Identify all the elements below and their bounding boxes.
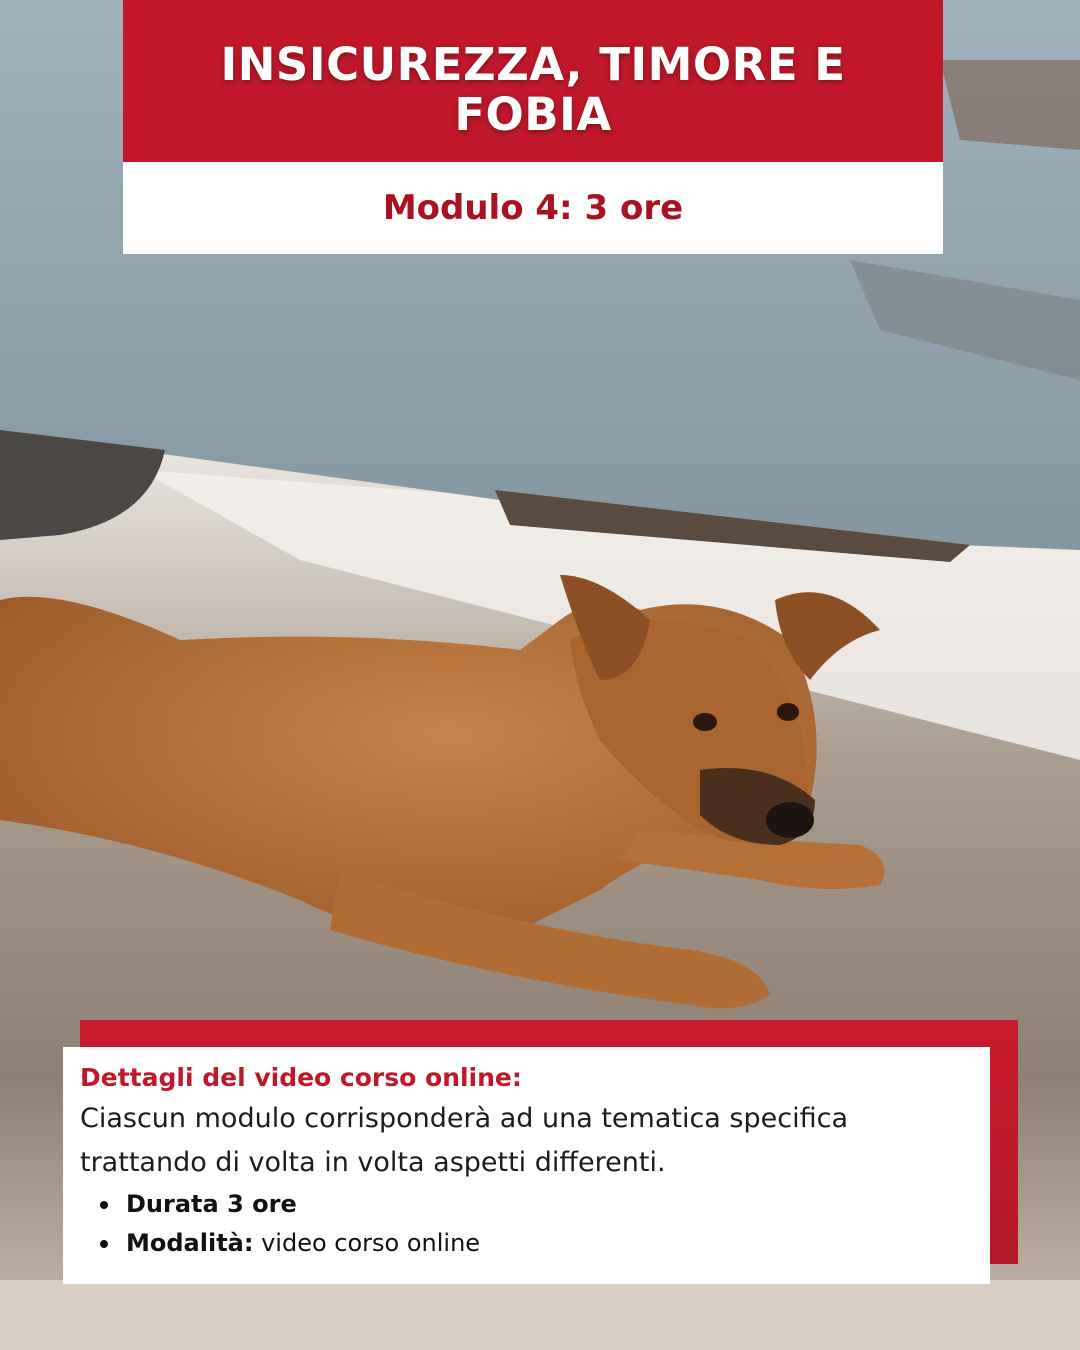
details-description: Ciascun modulo corrisponderà ad una tematica specifica trattando di volta in volta aspetti differenti.: [80, 1103, 848, 1178]
details-list: [80, 1185, 972, 1263]
title-banner: [123, 0, 943, 162]
list-item: [126, 1224, 972, 1263]
details-heading: Dettagli del video corso online:: [80, 1063, 522, 1092]
list-item: [126, 1185, 972, 1224]
module-duration: Modulo 4: 3 ore: [382, 188, 684, 228]
details-card: [63, 1047, 990, 1284]
subtitle-banner: [123, 162, 943, 254]
list-item-label: Durata 3 ore: [126, 1190, 297, 1218]
page-title: INSICUREZZA, TIMORE E FOBIA: [220, 38, 846, 141]
list-item-label: Modalità:: [126, 1229, 254, 1257]
list-item-value: video corso online: [253, 1229, 481, 1257]
